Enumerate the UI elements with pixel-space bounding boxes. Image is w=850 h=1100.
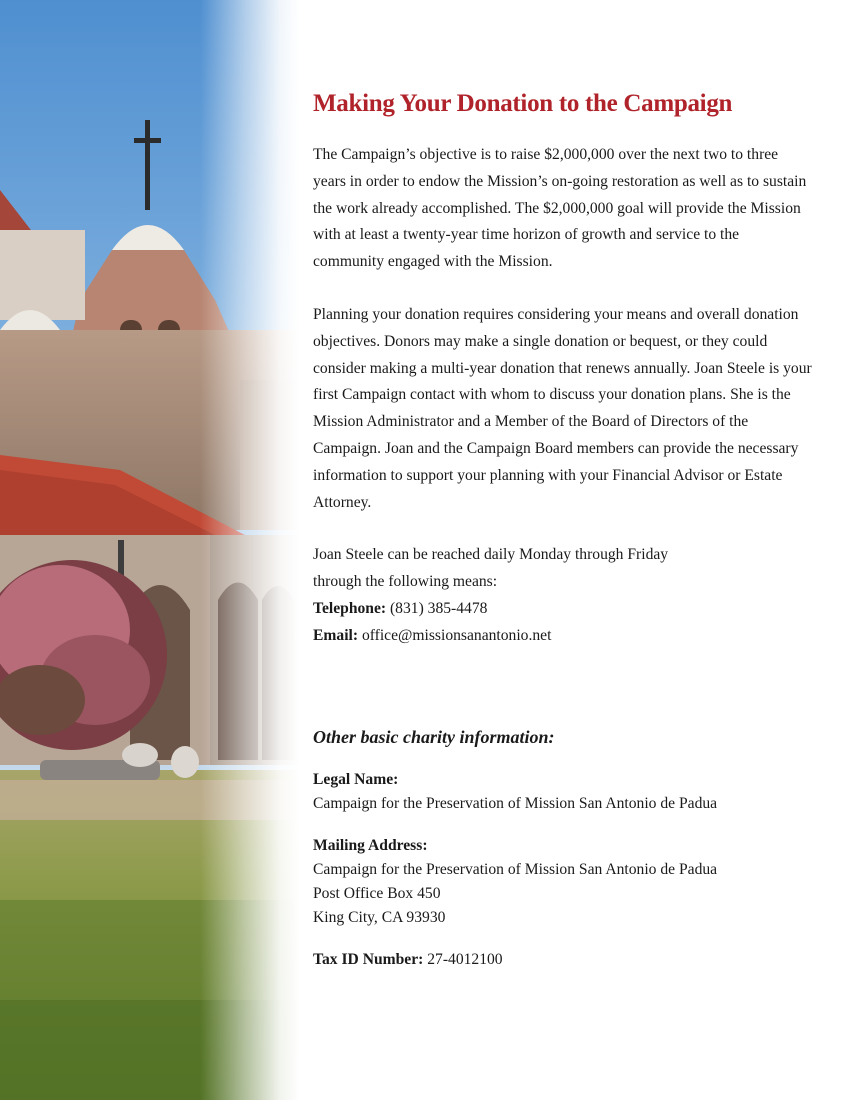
contact-intro-line-1: Joan Steele can be reached daily Monday through Friday [313, 546, 669, 564]
tax-id-value: 27-4012100 [427, 950, 503, 968]
telephone-label: Telephone: [313, 599, 387, 617]
email-value[interactable]: office@missionsanantonio.net [361, 626, 552, 644]
tax-id-block [313, 948, 813, 972]
mailing-address-line-2: Post Office Box 450 [313, 884, 441, 902]
mailing-address-line-1: Campaign for the Preservation of Mission San Antonio de Padua [313, 860, 718, 878]
legal-name-block [313, 768, 813, 816]
page-title: Making Your Donation to the Campaign [313, 90, 733, 117]
objective-paragraph: The Campaign’s objective is to raise $2,000,000 over the next two to three years in order to endow the Mission’s on-going restoration as well as to sustain the work already accomplished. The $2,000,000 goal will provide the Mission with at least a twenty-year time horizon of growth and service to the community engaged with the Mission. [313, 146, 807, 271]
mailing-address-block [313, 834, 813, 930]
other-info-heading: Other basic charity information: [313, 726, 555, 747]
email-label: Email: [313, 626, 359, 644]
photo-fade-overlay [0, 0, 300, 1100]
mailing-address-line-3: King City, CA 93930 [313, 908, 446, 926]
legal-name-label: Legal Name: [313, 770, 399, 788]
content-column [313, 88, 813, 990]
planning-paragraph: Planning your donation requires considering your means and overall donation objectives. Donors may make a single donation or bequest, or they could consider making a multi-year donation that renews annually. Joan Steele is your first Campaign contact with whom to discuss your donation plans. She is the Mission Administrator and a Member of the Board of Directors of the Campaign. Joan and the Campaign Board members can provide the necessary information to support your planning with your Financial Advisor or Estate Attorney. [313, 305, 812, 511]
telephone-line [313, 596, 813, 623]
mission-photo [0, 0, 300, 1100]
tax-id-label: Tax ID Number: [313, 950, 424, 968]
mailing-address-label: Mailing Address: [313, 836, 428, 854]
contact-intro-line-2: through the following means: [313, 573, 498, 591]
contact-block [313, 542, 813, 649]
legal-name-value: Campaign for the Preservation of Mission San Antonio de Padua [313, 794, 718, 812]
telephone-value[interactable]: (831) 385-4478 [389, 599, 488, 617]
email-line [313, 623, 813, 650]
